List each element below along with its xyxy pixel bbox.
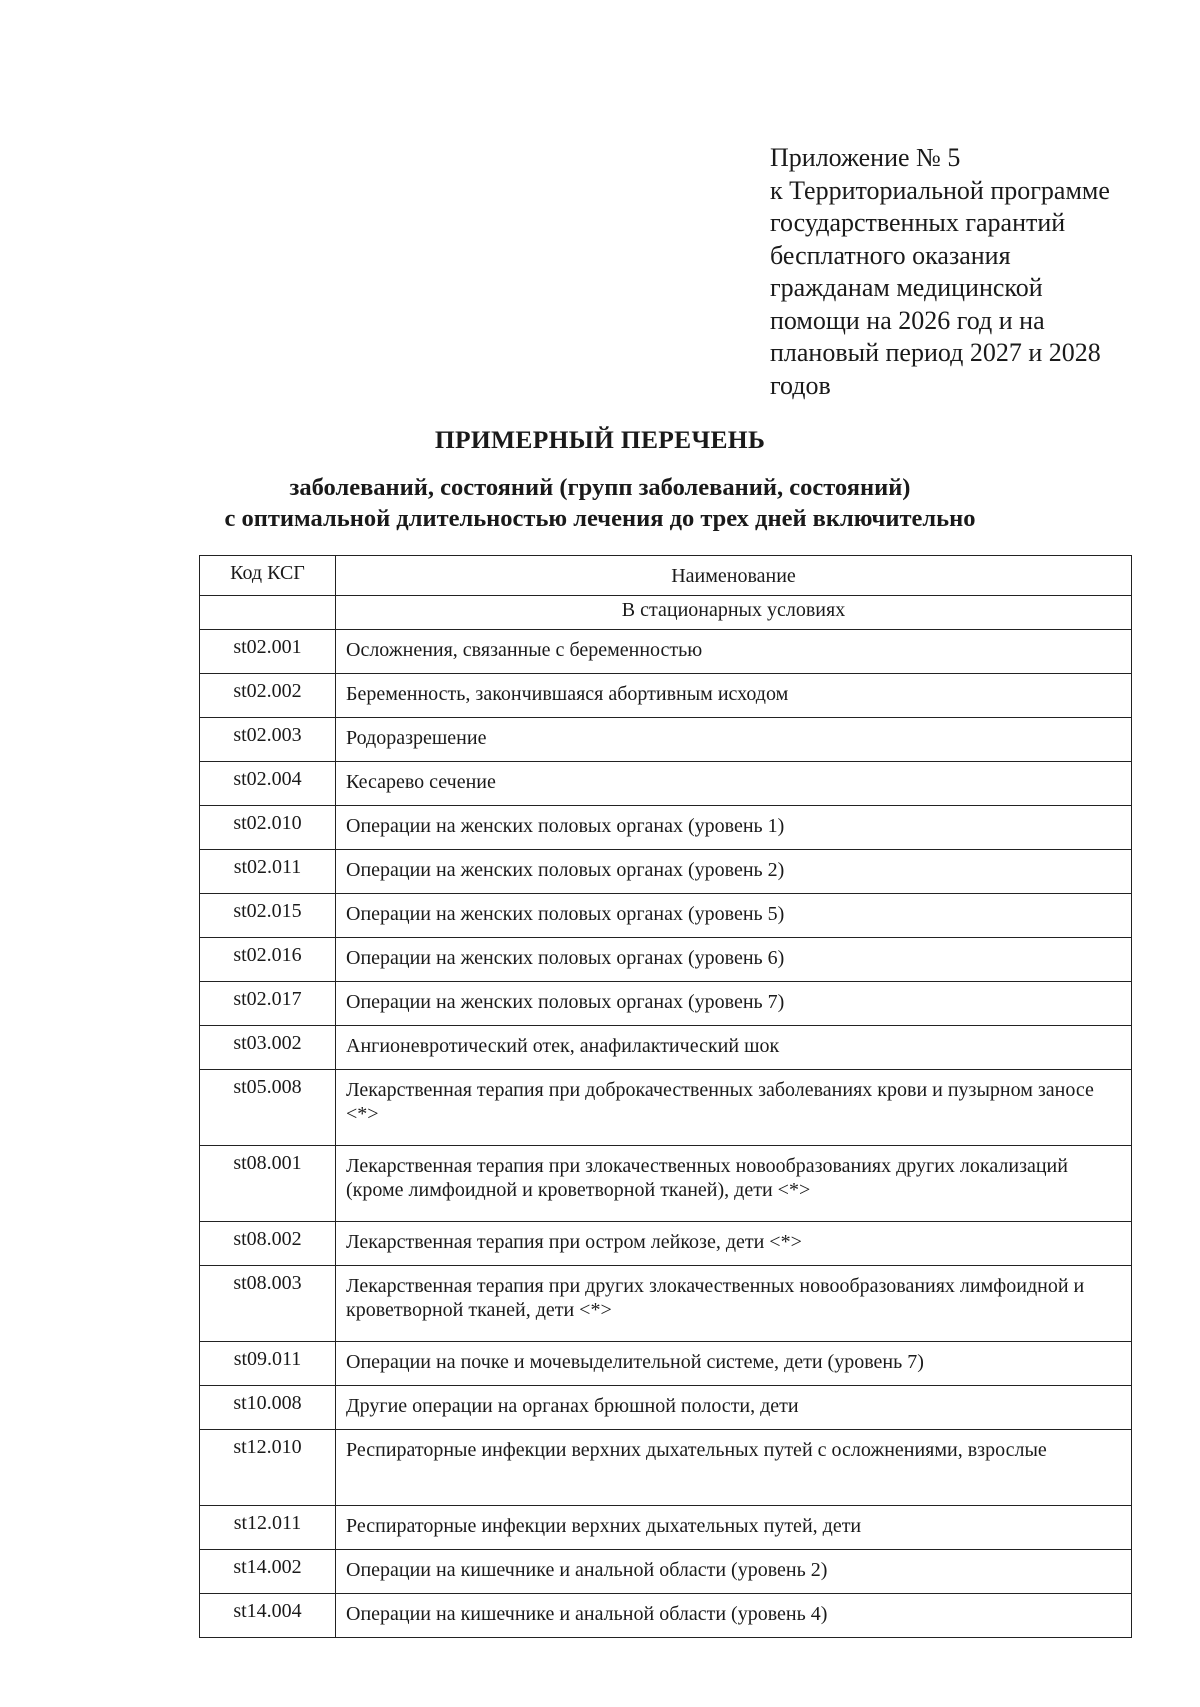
appendix-line: государственных гарантий bbox=[770, 208, 1066, 237]
table-row bbox=[200, 1386, 1132, 1430]
table-row bbox=[200, 1070, 1132, 1146]
appendix-line: гражданам медицинской bbox=[770, 273, 1043, 302]
table-row bbox=[200, 1146, 1132, 1222]
table-row bbox=[200, 1594, 1132, 1638]
table-row bbox=[200, 718, 1132, 762]
ksg-name: Операции на женских половых органах (уровень 5) bbox=[336, 894, 1132, 938]
ksg-code: st03.002 bbox=[200, 1026, 336, 1070]
table-row bbox=[200, 982, 1132, 1026]
ksg-code: st02.016 bbox=[200, 938, 336, 982]
ksg-code: st02.017 bbox=[200, 982, 336, 1026]
table-row bbox=[200, 806, 1132, 850]
section-empty-cell bbox=[200, 596, 336, 630]
ksg-name: Респираторные инфекции верхних дыхательных путей с осложнениями, взрослые bbox=[336, 1430, 1132, 1506]
table-row bbox=[200, 1506, 1132, 1550]
ksg-code: st02.002 bbox=[200, 674, 336, 718]
ksg-name: Лекарственная терапия при доброкачественных заболеваниях крови и пузырном заносе <*> bbox=[336, 1070, 1132, 1146]
appendix-line: Приложение № 5 bbox=[770, 143, 961, 172]
subtitle-line: заболеваний, состояний (групп заболеваний, состояний) bbox=[289, 474, 911, 501]
ksg-code: st02.011 bbox=[200, 850, 336, 894]
ksg-code: st05.008 bbox=[200, 1070, 336, 1146]
table-header-row bbox=[200, 556, 1132, 596]
ksg-code: st10.008 bbox=[200, 1386, 336, 1430]
appendix-header bbox=[770, 142, 1170, 402]
appendix-line: к Территориальной программе bbox=[770, 175, 1110, 205]
ksg-name: Ангионевротический отек, анафилактический шок bbox=[336, 1026, 1132, 1070]
table-row bbox=[200, 1430, 1132, 1506]
ksg-name: Операции на почке и мочевыделительной системе, дети (уровень 7) bbox=[336, 1342, 1132, 1386]
ksg-code: st09.011 bbox=[200, 1342, 336, 1386]
ksg-name: Лекарственная терапия при остром лейкозе, дети <*> bbox=[336, 1222, 1132, 1266]
header-code: Код КСГ bbox=[200, 556, 336, 596]
document-title: ПРИМЕРНЫЙ ПЕРЕЧЕНЬ bbox=[434, 425, 766, 454]
ksg-code: st02.001 bbox=[200, 630, 336, 674]
ksg-name: Операции на женских половых органах (уровень 2) bbox=[336, 850, 1132, 894]
ksg-name: Респираторные инфекции верхних дыхательных путей, дети bbox=[336, 1506, 1132, 1550]
ksg-code: st08.002 bbox=[200, 1222, 336, 1266]
ksg-name: Лекарственная терапия при злокачественных новообразованиях других локализаций (кроме лимфоидной и кроветворной тканей), дети <*> bbox=[336, 1146, 1132, 1222]
section-label: В стационарных условиях bbox=[336, 596, 1132, 630]
ksg-name: Другие операции на органах брюшной полости, дети bbox=[336, 1386, 1132, 1430]
ksg-code: st02.004 bbox=[200, 762, 336, 806]
ksg-table bbox=[199, 555, 1132, 1638]
ksg-name: Операции на кишечнике и анальной области (уровень 4) bbox=[336, 1594, 1132, 1638]
ksg-code: st02.003 bbox=[200, 718, 336, 762]
ksg-name: Родоразрешение bbox=[336, 718, 1132, 762]
table-row bbox=[200, 894, 1132, 938]
ksg-name: Операции на женских половых органах (уровень 6) bbox=[336, 938, 1132, 982]
appendix-line: помощи на 2026 год и на bbox=[770, 305, 1045, 335]
ksg-code: st12.011 bbox=[200, 1506, 336, 1550]
ksg-code: st02.015 bbox=[200, 894, 336, 938]
document-subtitle bbox=[0, 472, 1200, 534]
ksg-code: st08.003 bbox=[200, 1266, 336, 1342]
table-row bbox=[200, 1222, 1132, 1266]
table-row bbox=[200, 938, 1132, 982]
appendix-line: бесплатного оказания bbox=[770, 240, 1011, 270]
ksg-code: st14.004 bbox=[200, 1594, 336, 1638]
table-row bbox=[200, 674, 1132, 718]
table-row bbox=[200, 762, 1132, 806]
table-row bbox=[200, 1266, 1132, 1342]
table-row bbox=[200, 1550, 1132, 1594]
table-section-row bbox=[200, 596, 1132, 630]
table-row bbox=[200, 850, 1132, 894]
ksg-name: Осложнения, связанные с беременностью bbox=[336, 630, 1132, 674]
ksg-code: st12.010 bbox=[200, 1430, 336, 1506]
appendix-line: плановый период 2027 и 2028 bbox=[770, 338, 1101, 367]
ksg-name: Лекарственная терапия при других злокачественных новообразованиях лимфоидной и кроветворной тканей, дети <*> bbox=[336, 1266, 1132, 1342]
ksg-name: Операции на женских половых органах (уровень 1) bbox=[336, 806, 1132, 850]
ksg-name: Операции на кишечнике и анальной области (уровень 2) bbox=[336, 1550, 1132, 1594]
ksg-code: st14.002 bbox=[200, 1550, 336, 1594]
subtitle-line: с оптимальной длительностью лечения до трех дней включительно bbox=[224, 505, 976, 532]
appendix-line: годов bbox=[770, 370, 831, 400]
header-name: Наименование bbox=[336, 556, 1132, 596]
table-row bbox=[200, 1342, 1132, 1386]
table-row bbox=[200, 630, 1132, 674]
ksg-name: Операции на женских половых органах (уровень 7) bbox=[336, 982, 1132, 1026]
ksg-name: Кесарево сечение bbox=[336, 762, 1132, 806]
ksg-name: Беременность, закончившаяся абортивным исходом bbox=[336, 674, 1132, 718]
table-row bbox=[200, 1026, 1132, 1070]
ksg-code: st08.001 bbox=[200, 1146, 336, 1222]
ksg-code: st02.010 bbox=[200, 806, 336, 850]
